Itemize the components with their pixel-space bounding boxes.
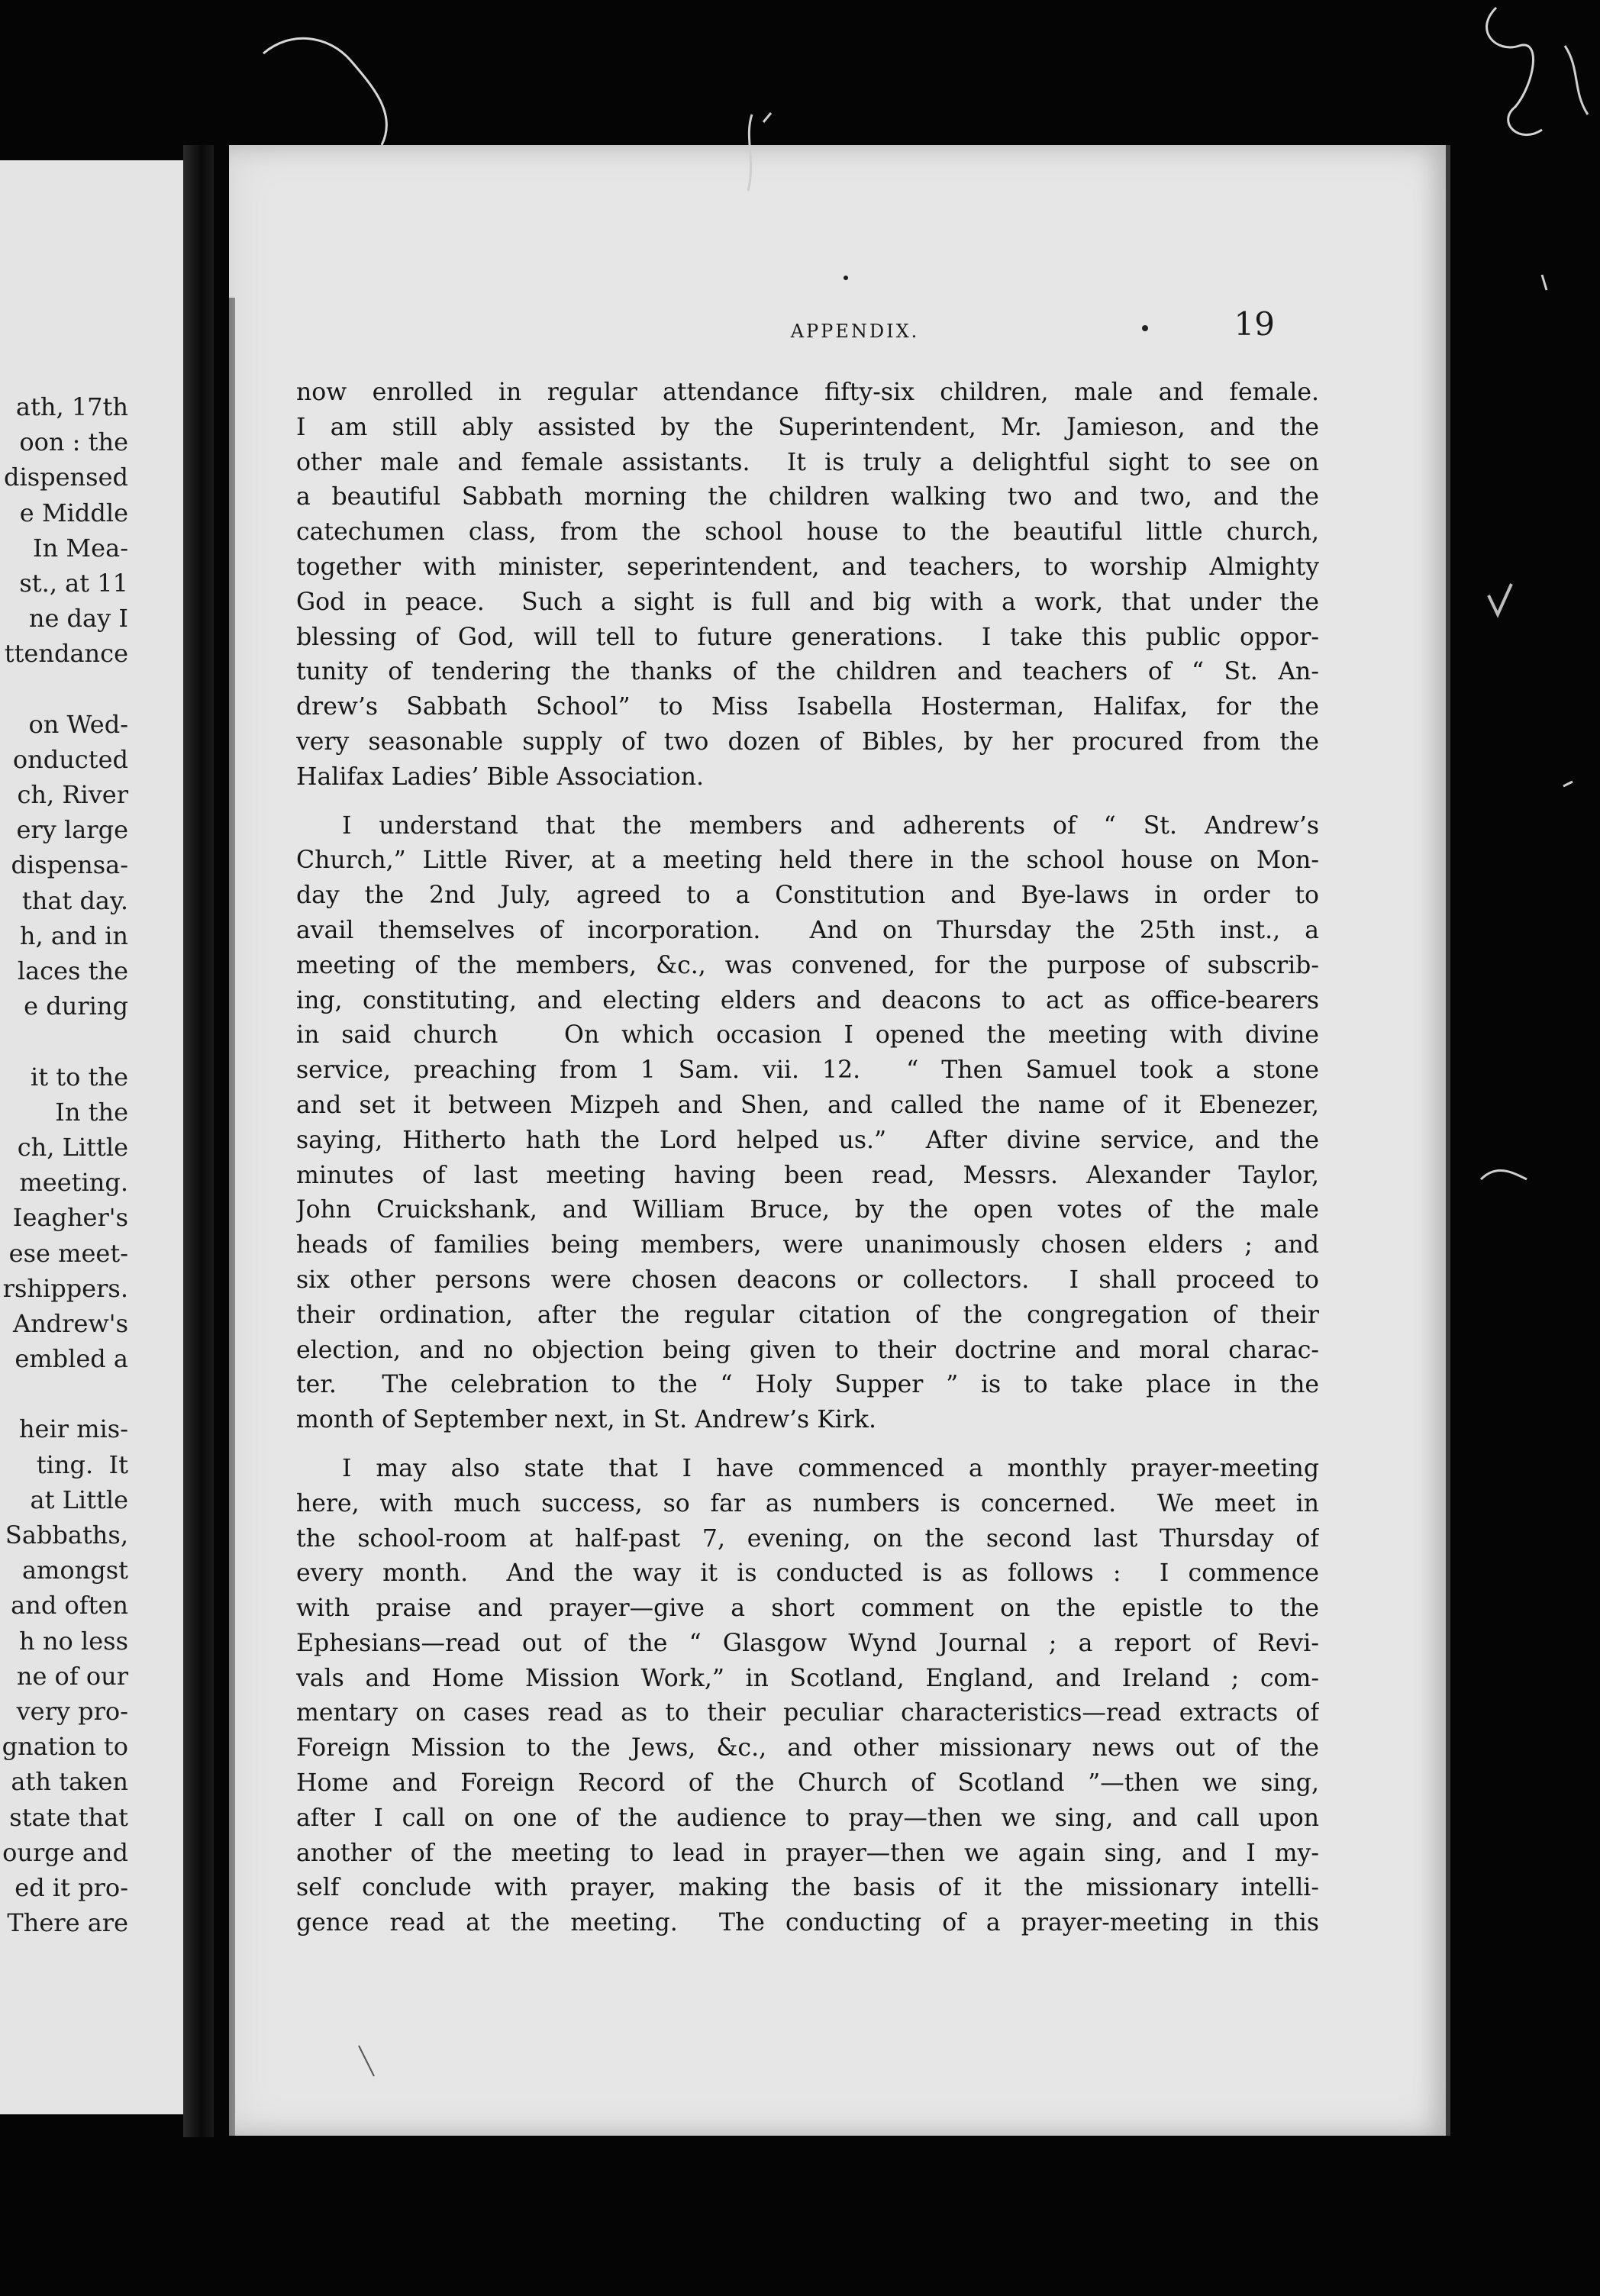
text-line: now enrolled in regular attendance fifty-six children, male and female.: [296, 379, 1319, 406]
text-line: Halifax Ladies’ Bible Association.: [296, 763, 705, 791]
left-page-line: heir mis-: [18, 1414, 128, 1444]
left-page-line: rshippers.: [2, 1273, 128, 1303]
paragraph-gap: [296, 795, 1319, 809]
text-line: day the 2nd July, agreed to a Constitution and Bye-laws in order to: [296, 882, 1319, 910]
text-line: the school-room at half-past 7, evening, on the second last Thursday of: [296, 1524, 1319, 1553]
left-page-line: dispensa-: [11, 850, 128, 880]
left-page-line: ourge and: [2, 1837, 128, 1867]
text-line: Church,” Little River, at a meeting held there in the school house on Mon-: [296, 846, 1319, 875]
left-page-line: Sabbaths,: [5, 1520, 128, 1549]
text-line: self conclude with prayer, making the basis of it the missionary intelli-: [296, 1874, 1319, 1902]
text-line: heads of families being members, were unanimously chosen elders ; and: [296, 1231, 1319, 1259]
left-page-line: on Wed-: [28, 709, 128, 739]
left-page-line: ese meet-: [8, 1238, 128, 1268]
left-page-line: very pro-: [16, 1696, 128, 1726]
left-page-line: ch, River: [17, 780, 128, 810]
left-page-line: gnation to: [2, 1732, 128, 1762]
left-page-line: at Little: [30, 1485, 128, 1514]
text-line: a beautiful Sabbath morning the children walking two and two, and the: [296, 483, 1319, 511]
left-page-line: st., at 11: [19, 568, 128, 598]
paragraph-gap: [296, 1438, 1319, 1452]
left-page-text: [0, 389, 128, 1940]
text-line: ter. The celebration to the “ Holy Supper ” is to take place in the: [296, 1371, 1319, 1399]
left-page-line: that day.: [21, 885, 128, 915]
left-page-line: state that: [9, 1802, 128, 1832]
right-page: [229, 145, 1450, 2136]
text-line: saying, Hitherto hath the Lord helped us.” After divine service, and the: [296, 1126, 1319, 1154]
running-head: APPENDIX.: [790, 321, 920, 342]
left-page-line: dispensed: [3, 463, 128, 492]
left-page-line: Ieagher's: [12, 1203, 128, 1233]
left-page-line: ath, 17th: [15, 392, 128, 421]
left-page-line: e Middle: [19, 498, 128, 527]
left-page-line: and often: [11, 1591, 128, 1620]
left-page-line: There are: [7, 1908, 128, 1938]
left-page-line: Andrew's: [12, 1308, 128, 1338]
left-page-line: oon : the: [19, 427, 128, 457]
page-number: 19: [1234, 305, 1275, 343]
left-page-line: ch, Little: [17, 1132, 128, 1162]
left-page-line: h no less: [19, 1626, 128, 1656]
text-line: with praise and prayer—give a short comment on the epistle to the: [296, 1595, 1319, 1623]
text-line: other male and female assistants. It is truly a delightful sight to see on: [296, 448, 1319, 476]
text-line: avail themselves of incorporation. And on Thursday the 25th inst., a: [296, 916, 1319, 944]
text-line: I am still ably assisted by the Superintendent, Mr. Jamieson, and the: [296, 413, 1319, 441]
text-line: ing, constituting, and electing elders and deacons to act as office-bearers: [296, 986, 1319, 1014]
left-page-line: meeting.: [19, 1168, 128, 1198]
text-line: gence read at the meeting. The conducting of a prayer-meeting in this: [296, 1909, 1319, 1937]
text-line: God in peace. Such a sight is full and big with a work, that under the: [296, 588, 1319, 616]
left-page-line: laces the: [17, 956, 128, 985]
left-page-line: ed it pro-: [15, 1872, 128, 1902]
left-page-line: [0, 1376, 128, 1411]
text-line: together with minister, seperintendent, and teachers, to worship Almighty: [296, 553, 1319, 581]
paragraph: [296, 809, 1319, 1438]
text-line: I understand that the members and adherents of “ St. Andrew’s: [342, 811, 1319, 840]
text-line: tunity of tendering the thanks of the children and teachers of “ St. An-: [296, 658, 1319, 686]
text-line: service, preaching from 1 Sam. vii. 12. “ Then Samuel took a stone: [296, 1056, 1319, 1085]
text-line: six other persons were chosen deacons or collectors. I shall proceed to: [296, 1266, 1319, 1294]
text-line: every month. And the way it is conducted is as follows : I commence: [296, 1559, 1319, 1588]
text-line: here, with much success, so far as numbers is concerned. We meet in: [296, 1489, 1319, 1517]
left-page-line: [0, 1024, 128, 1059]
left-page-line: In the: [55, 1097, 128, 1127]
body-text: [296, 376, 1319, 1941]
text-line: I may also state that I have commenced a monthly prayer-meeting: [342, 1454, 1319, 1482]
left-facing-page: [0, 160, 183, 2114]
left-page-line: ting. It: [36, 1450, 128, 1479]
folio-dot: [1142, 325, 1148, 331]
text-line: meeting of the members, &c., was convened, for the purpose of subscrib-: [296, 951, 1319, 979]
text-line: their ordination, after the regular citation of the congregation of their: [296, 1301, 1319, 1329]
left-page-line: amongst: [21, 1556, 128, 1585]
text-line: very seasonable supply of two dozen of Bibles, by her procured from the: [296, 727, 1319, 756]
left-page-line: onducted: [12, 744, 128, 774]
text-line: and set it between Mizpeh and Shen, and called the name of it Ebenezer,: [296, 1091, 1319, 1119]
left-page-line: ne day I: [28, 604, 128, 634]
text-line: vals and Home Mission Work,” in Scotland, England, and Ireland ; com-: [296, 1664, 1319, 1692]
spine-shadow: [229, 298, 235, 2136]
left-page-line: it to the: [31, 1062, 128, 1092]
left-page-line: h, and in: [19, 921, 128, 950]
paragraph: [296, 1452, 1319, 1941]
text-line: minutes of last meeting having been read, Messrs. Alexander Taylor,: [296, 1161, 1319, 1189]
left-page-line: embled a: [15, 1344, 128, 1374]
text-line: month of September next, in St. Andrew’s Kirk.: [296, 1406, 876, 1434]
left-page-line: [0, 672, 128, 707]
text-line: in said church On which occasion I opened the meeting with divine: [296, 1021, 1319, 1050]
text-line: John Cruickshank, and William Bruce, by the open votes of the male: [296, 1196, 1319, 1224]
text-line: blessing of God, will tell to future generations. I take this public oppor-: [296, 623, 1319, 651]
left-page-line: e during: [24, 992, 128, 1021]
text-line: Foreign Mission to the Jews, &c., and other missionary news out of the: [296, 1734, 1319, 1762]
text-line: drew’s Sabbath School” to Miss Isabella Hosterman, Halifax, for the: [296, 693, 1319, 721]
text-line: election, and no objection being given to their doctrine and moral charac-: [296, 1336, 1319, 1364]
left-page-line: ttendance: [4, 639, 128, 669]
text-line: Ephesians—read out of the “ Glasgow Wynd Journal ; a report of Revi-: [296, 1629, 1319, 1657]
left-page-line: ath taken: [11, 1767, 128, 1797]
text-line: mentary on cases read as to their peculiar characteristics—read extracts of: [296, 1699, 1319, 1727]
left-page-line: ne of our: [16, 1661, 128, 1691]
text-line: Home and Foreign Record of the Church of Scotland ”—then we sing,: [296, 1769, 1319, 1798]
text-line: catechumen class, from the school house to the beautiful little church,: [296, 518, 1319, 547]
paragraph: [296, 376, 1319, 795]
text-line: after I call on one of the audience to pray—then we sing, and call upon: [296, 1804, 1319, 1832]
left-page-line: ery large: [16, 815, 128, 845]
book-gutter: [183, 145, 214, 2137]
left-page-line: In Mea-: [32, 533, 128, 563]
text-line: another of the meeting to lead in prayer—then we again sing, and I my-: [296, 1839, 1319, 1867]
